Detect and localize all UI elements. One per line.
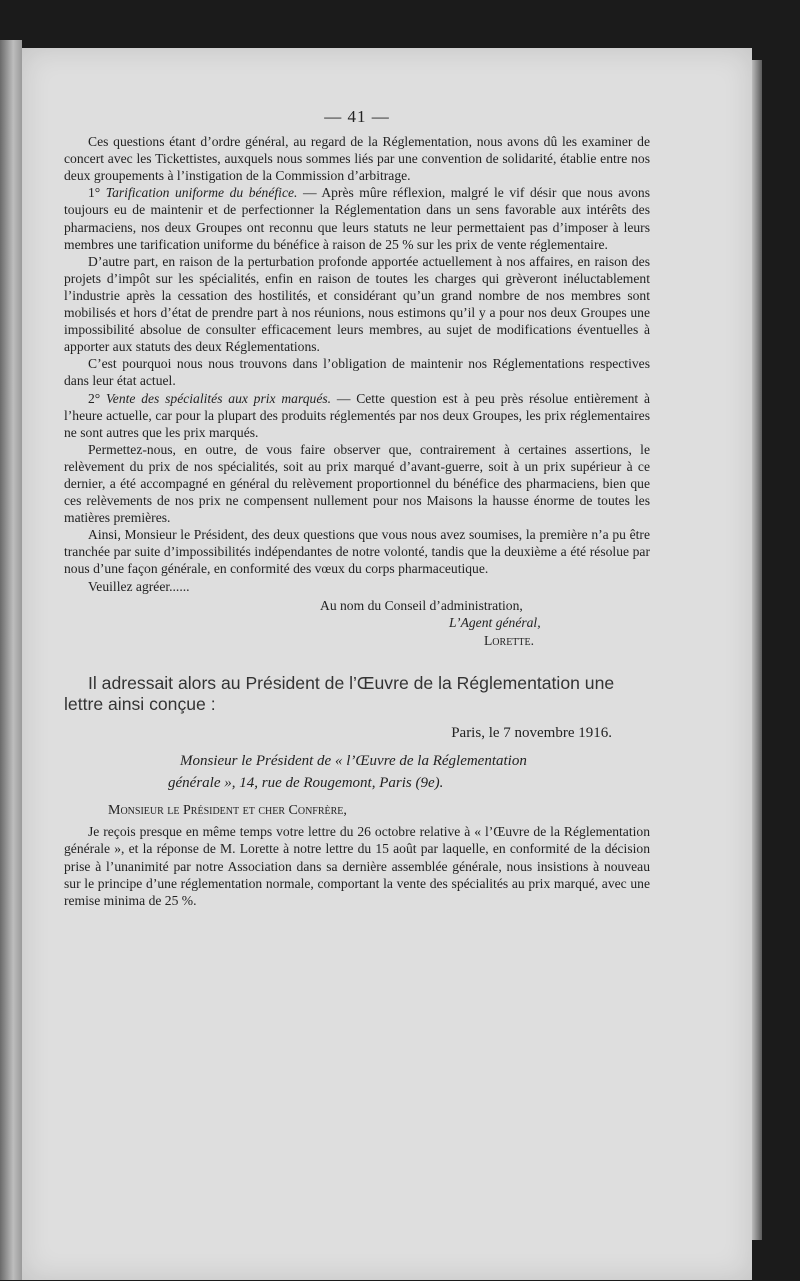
page-number: — 41 — <box>324 107 390 126</box>
paragraph-closing: Veuillez agréer...... <box>88 578 190 594</box>
item-heading: Vente des spécialités aux prix marqués. <box>106 390 332 406</box>
item-number: 1° <box>88 185 106 201</box>
paragraph-tarification <box>64 184 650 252</box>
letter-salutation: Monsieur le Président et cher Confrère, <box>108 803 347 819</box>
signature-name: Lorette. <box>484 632 535 648</box>
paragraph-obligation: C’est pourquoi nous nous trouvons dans l’obligation de maintenir nos Réglementations respectives dans leur état actuel. <box>64 356 650 389</box>
signature-council: Au nom du Conseil d’administration, <box>320 597 523 613</box>
paragraph-vente <box>64 390 650 441</box>
signature-title: L’Agent général, <box>449 615 541 631</box>
item-heading: Tarification uniforme du bénéfice. <box>105 185 298 201</box>
letter-date: Paris, le 7 novembre 1916. <box>451 725 612 742</box>
right-page-edge <box>752 60 762 1240</box>
item-text: — Cette question est à peu près résolue entièrement à l’heure actuelle, car pour la plupart des produits réglementés par nos deux Groupes, les prix réglementaires ne sont autres que les prix marqués. <box>64 390 650 440</box>
signature-block <box>64 597 650 650</box>
paragraph-relevement: Permettez-nous, en outre, de vous faire observer que, contrairement à certaines assertions, le relèvement du prix de nos spécialités, soit au prix marqué d’avant-guerre, soit à un prix supérieur à ce dernier, a été accompagné en général du relèvement proportionnel du bénéfice des pharmaciens, bien que ces relèvements de nos prix ne compensent nullement pour nos Maisons la hausse énorme de toutes les matières premières. <box>64 441 650 526</box>
item-text: — Après mûre réflexion, malgré le vif désir que nous avons toujours eu de maintenir et de perfectionner la Réglementation dans un sens favorable aux intérêts des pharmaciens, nos deux Groupes ont reconnu que leurs statuts ne leur permettaient pas d’imposer à leurs membres une tarification uniforme du bénéfice à raison de 25 % sur les prix de vente réglementaire. <box>64 185 651 252</box>
addressee-line-2: générale », 14, rue de Rougemont, Paris (9e). <box>168 775 444 792</box>
addressee-line-1: Monsieur le Président de « l’Œuvre de la Réglementation <box>180 753 527 770</box>
left-page-edge <box>0 40 22 1280</box>
paragraph-perturbation: D’autre part, en raison de la perturbation profonde apportée actuellement à nos affaires, en raison des projets d’impôt sur les spécialités, enfin en raison de toutes les charges qui grèveront inéluctablement l’industrie après la cessation des hostilités, et considérant qu’un grand nombre de nos membres sont mobilisés et hors d’état de prendre part à nos réunions, nous estimons qu’il y a pour nos deux Groupes une impossibilité absolue de consulter efficacement leurs membres, au sujet de modifications éventuelles à apporter aux statuts des deux Réglementations. <box>64 253 650 355</box>
intro-paragraph: Il adressait alors au Président de l’Œuvre de la Réglementation une lettre ainsi conçue : <box>64 673 615 715</box>
page-content <box>64 108 650 909</box>
letter-addressee <box>64 750 650 794</box>
paragraph-intro-questions: Ces questions étant d’ordre général, au regard de la Réglementation, nous avons dû les examiner de concert avec les Tickettistes, auxquels nous sommes liés par une convention de solidarité, établie entre nos deux groupements à l’instigation de la Commission d’arbitrage. <box>64 134 650 184</box>
paragraph-conclusion: Ainsi, Monsieur le Président, des deux questions que vous nous avez soumises, la première n’a pu être tranchée par suite d’impossibilités indépendantes de notre volonté, tandis que la deuxième a été résolue par nous d’une façon générale, en conformité des vœux du corps pharmaceutique. <box>64 527 650 577</box>
letter-body: Je reçois presque en même temps votre lettre du 26 octobre relative à « l’Œuvre de la Réglementation générale », et la réponse de M. Lorette à notre lettre du 15 août par laquelle, en conformité de la décision prise à l’unanimité par notre Association dans sa dernière assemblée générale, nous insistions à nouveau sur le principe d’une réglementation normale, comportant la vente des spécialités au prix marqué, avec une remise minima de 25 %. <box>64 824 650 908</box>
item-number: 2° <box>88 390 107 406</box>
